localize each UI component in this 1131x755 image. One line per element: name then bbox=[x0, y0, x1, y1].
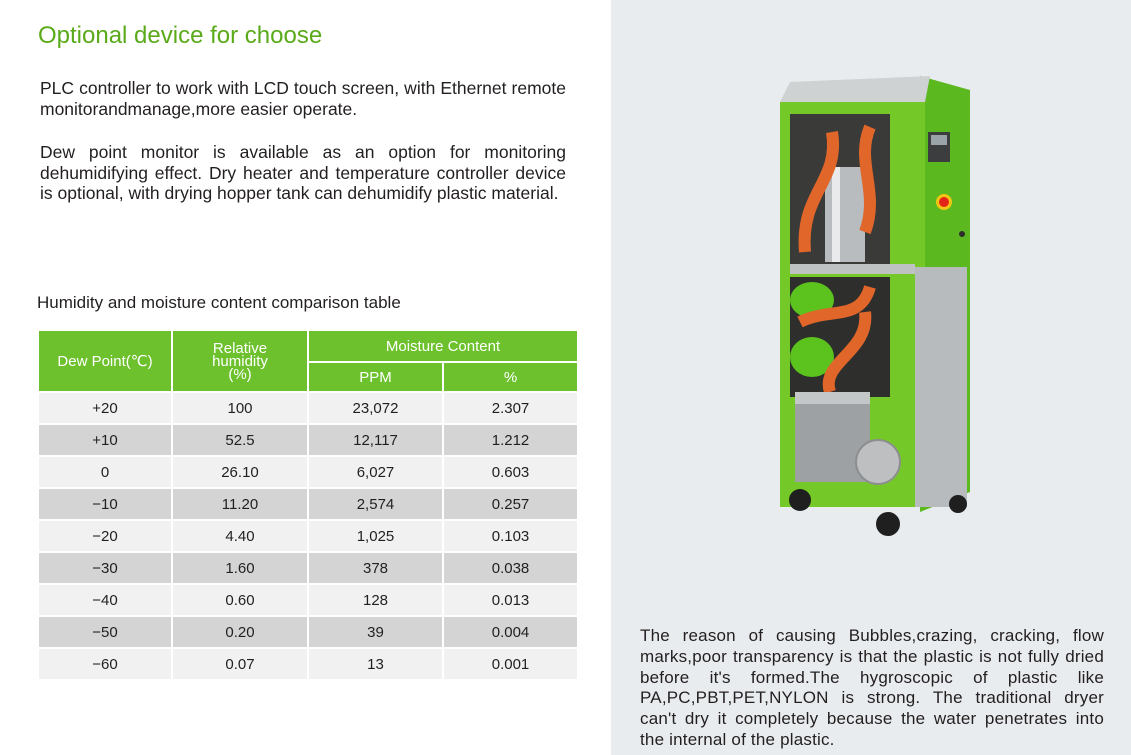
plc-paragraph: PLC controller to work with LCD touch screen, with Ethernet remote monitorandmanage,more easier operate. bbox=[40, 78, 566, 119]
cell-dew-point: 0 bbox=[38, 456, 172, 488]
cell-percent: 2.307 bbox=[443, 392, 578, 424]
cell-percent: 0.004 bbox=[443, 616, 578, 648]
wheel-front-left bbox=[789, 489, 811, 511]
cell-relative-humidity: 1.60 bbox=[172, 552, 308, 584]
cell-ppm: 1,025 bbox=[308, 520, 443, 552]
cell-percent: 0.257 bbox=[443, 488, 578, 520]
cell-ppm: 13 bbox=[308, 648, 443, 680]
cell-ppm: 6,027 bbox=[308, 456, 443, 488]
reason-paragraph: The reason of causing Bubbles,crazing, cracking, flow marks,poor transparency is that the plastic is not fully dried before it's formed.The hygroscopic of plastic like PA,PC,PBT,PET,NYLON is strong. The traditional dryer can't dry it completely because the water penetrates into the internal of the plastic. bbox=[640, 626, 1104, 749]
cell-percent: 0.603 bbox=[443, 456, 578, 488]
wheel-back-right bbox=[949, 495, 967, 513]
blower-fan bbox=[856, 440, 900, 484]
cell-relative-humidity: 0.60 bbox=[172, 584, 308, 616]
dew-point-paragraph: Dew point monitor is available as an option for monitoring dehumidifying effect. Dry heater and temperature controller device is optional, with drying hopper tank can dehumidify plastic material. bbox=[40, 142, 566, 203]
cell-ppm: 128 bbox=[308, 584, 443, 616]
duct-upper-right bbox=[865, 127, 870, 232]
table-row bbox=[38, 584, 578, 616]
cell-dew-point: −40 bbox=[38, 584, 172, 616]
cell-ppm: 378 bbox=[308, 552, 443, 584]
cell-relative-humidity: 0.20 bbox=[172, 616, 308, 648]
cell-ppm: 12,117 bbox=[308, 424, 443, 456]
table-row bbox=[38, 616, 578, 648]
cell-dew-point: +10 bbox=[38, 424, 172, 456]
header-rh-line3: (%) bbox=[228, 365, 252, 383]
header-percent: % bbox=[443, 362, 578, 392]
emergency-stop-button bbox=[939, 197, 949, 207]
cell-relative-humidity: 26.10 bbox=[172, 456, 308, 488]
cell-ppm: 2,574 bbox=[308, 488, 443, 520]
cell-relative-humidity: 4.40 bbox=[172, 520, 308, 552]
cell-relative-humidity: 100 bbox=[172, 392, 308, 424]
cell-dew-point: −30 bbox=[38, 552, 172, 584]
comparison-table bbox=[37, 329, 579, 681]
header-moisture-content: Moisture Content bbox=[308, 330, 578, 362]
cell-dew-point: +20 bbox=[38, 392, 172, 424]
cell-percent: 0.038 bbox=[443, 552, 578, 584]
dryer-heater-column bbox=[825, 167, 865, 262]
table-row bbox=[38, 392, 578, 424]
header-relative-humidity bbox=[172, 330, 308, 392]
cell-percent: 1.212 bbox=[443, 424, 578, 456]
cell-relative-humidity: 52.5 bbox=[172, 424, 308, 456]
dryer-top bbox=[780, 76, 930, 102]
cell-dew-point: −10 bbox=[38, 488, 172, 520]
wheel-front-right bbox=[876, 512, 900, 536]
table-row bbox=[38, 456, 578, 488]
cell-percent: 0.001 bbox=[443, 648, 578, 680]
cell-percent: 0.013 bbox=[443, 584, 578, 616]
cell-percent: 0.103 bbox=[443, 520, 578, 552]
dehumidifier-dryer-image bbox=[770, 72, 982, 542]
cell-relative-humidity: 0.07 bbox=[172, 648, 308, 680]
table-row bbox=[38, 648, 578, 680]
table-row bbox=[38, 520, 578, 552]
header-ppm: PPM bbox=[308, 362, 443, 392]
cell-dew-point: −20 bbox=[38, 520, 172, 552]
cell-ppm: 23,072 bbox=[308, 392, 443, 424]
header-dew-point: Dew Point(℃) bbox=[38, 330, 172, 392]
page-title: Optional device for choose bbox=[38, 22, 323, 49]
header-rh-line2: humidity bbox=[212, 352, 268, 370]
cell-dew-point: −50 bbox=[38, 616, 172, 648]
cell-dew-point: −60 bbox=[38, 648, 172, 680]
cell-ppm: 39 bbox=[308, 616, 443, 648]
header-rh-line1: Relative bbox=[212, 339, 268, 357]
dryer-lower-door bbox=[915, 267, 967, 507]
table-row bbox=[38, 488, 578, 520]
table-title: Humidity and moisture content comparison table bbox=[37, 293, 401, 312]
table-row bbox=[38, 552, 578, 584]
table-row bbox=[38, 424, 578, 456]
cell-relative-humidity: 11.20 bbox=[172, 488, 308, 520]
